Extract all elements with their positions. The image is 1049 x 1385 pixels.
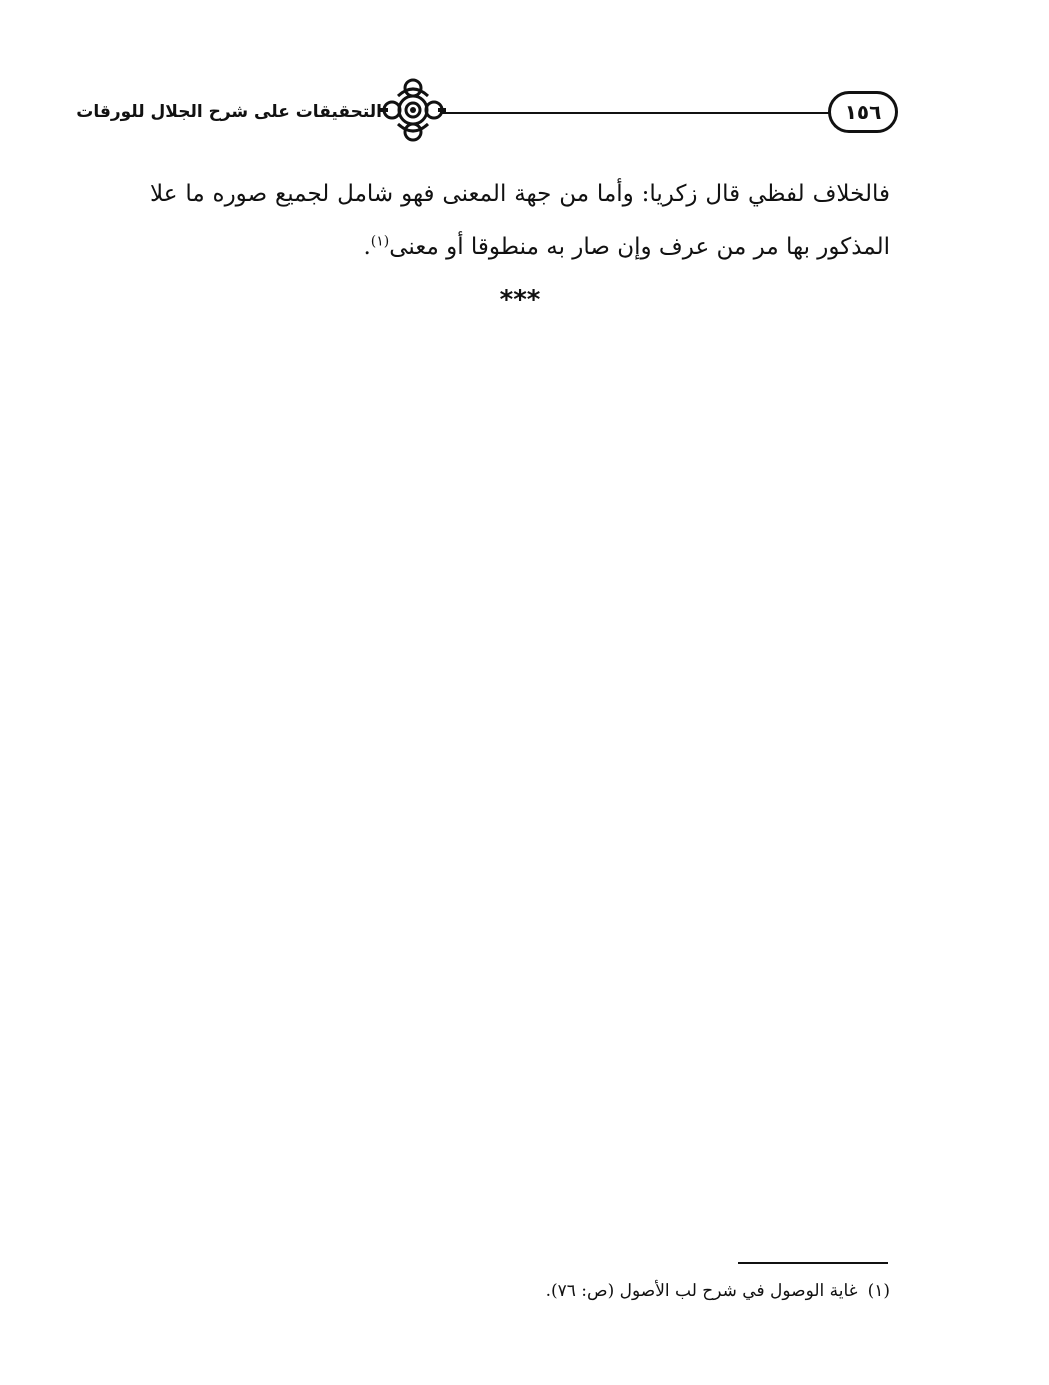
- paragraph-end: .: [363, 234, 371, 260]
- page-number: [828, 91, 898, 133]
- paragraph-text: فالخلاف لفظي قال زكريا: وأما من جهة المعنى فهو شامل لجميع صوره ما علا المذكور بها مر من عرف وإن صار به منطوقا أو معنى: [150, 181, 890, 260]
- running-title: التحقيقات على شرح الجلال للورقات: [76, 102, 382, 122]
- header-rule: [440, 112, 840, 114]
- main-paragraph: [150, 168, 890, 274]
- footnote-text: غاية الوصول في شرح لب الأصول (ص: ٧٦).: [545, 1281, 858, 1301]
- section-separator: ***: [499, 285, 541, 315]
- footnote-number: (١): [867, 1281, 890, 1301]
- page-number-text: ١٥٦: [844, 100, 882, 124]
- footnote-reference[interactable]: (١): [370, 233, 390, 250]
- footnote-item: [400, 1274, 890, 1308]
- ornament-icon: [378, 74, 448, 146]
- footnote-rule: [738, 1262, 888, 1264]
